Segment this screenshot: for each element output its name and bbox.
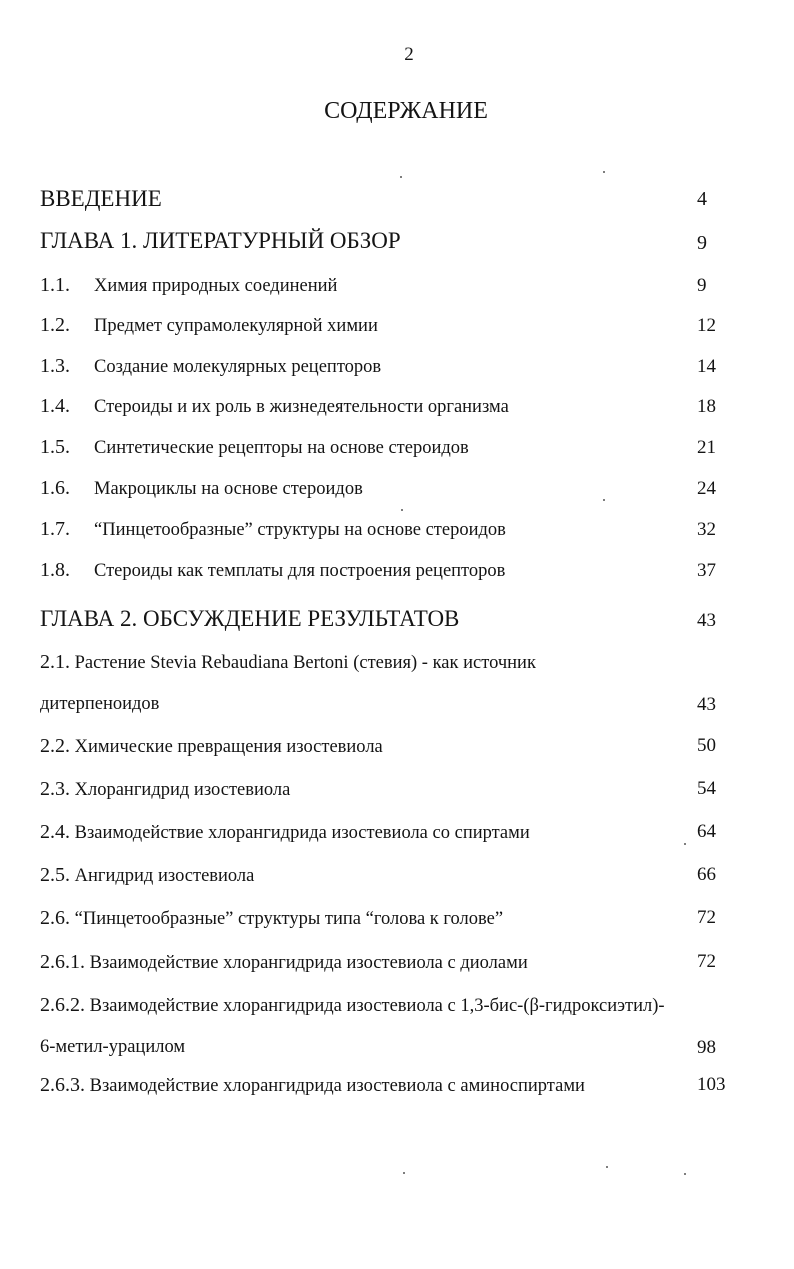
toc-entry-number: 2.1. — [40, 651, 70, 673]
toc-entry-text: 6-метил-урацилом — [40, 1037, 186, 1057]
scan-speck — [401, 509, 403, 511]
toc-entry-1-4[interactable] — [40, 395, 509, 418]
toc-entry-introduction[interactable] — [40, 186, 162, 212]
toc-entry-2-1-continued[interactable] — [40, 694, 159, 715]
toc-entry-2-5[interactable] — [40, 864, 254, 887]
toc-entry-number: 1.4. — [40, 395, 70, 417]
toc-entry-text: Химия природных соединений — [94, 276, 338, 296]
toc-entry-text: Взаимодействие хлорангидрида изостевиола с диолами — [89, 953, 528, 973]
toc-page-ref: 37 — [697, 560, 716, 581]
toc-entry-number: 2.5. — [40, 864, 70, 886]
toc-entry-2-6-2[interactable] — [40, 994, 665, 1017]
scan-speck — [606, 1166, 608, 1168]
toc-page-ref: 43 — [697, 610, 716, 631]
toc-entry-1-5[interactable] — [40, 436, 469, 459]
toc-entry-2-6-1[interactable] — [40, 951, 528, 974]
toc-entry-1-2[interactable] — [40, 314, 378, 337]
toc-entry-2-6-2-continued[interactable] — [40, 1037, 185, 1058]
toc-page-ref: 14 — [697, 356, 716, 377]
toc-page-ref: 32 — [697, 519, 716, 540]
toc-entry-text: ВВЕДЕНИЕ — [40, 186, 162, 211]
toc-page-ref: 43 — [697, 694, 716, 715]
toc-page-ref: 66 — [697, 864, 716, 885]
toc-page-ref: 64 — [697, 821, 716, 842]
toc-entry-number: 1.3. — [40, 355, 70, 377]
toc-entry-text: Стероиды как темплаты для построения рецепторов — [94, 561, 506, 581]
toc-entry-number: 1.2. — [40, 314, 70, 336]
toc-entry-1-1[interactable] — [40, 274, 337, 297]
page-number: 2 — [404, 44, 414, 65]
toc-page-ref: 54 — [697, 778, 716, 799]
toc-page-ref: 9 — [697, 275, 707, 296]
toc-page-ref: 12 — [697, 315, 716, 336]
toc-entry-text: Взаимодействие хлорангидрида изостевиола с аминоспиртами — [89, 1076, 585, 1096]
scan-speck — [603, 171, 605, 173]
toc-entry-number: 2.6.1. — [40, 951, 85, 973]
toc-entry-number: 2.6.2. — [40, 994, 85, 1016]
toc-entry-text: Взаимодействие хлорангидрида изостевиола с 1,3-бис-(β-гидроксиэтил)- — [89, 996, 665, 1016]
scan-speck — [400, 176, 402, 178]
toc-entry-2-3[interactable] — [40, 778, 290, 801]
toc-entry-text: Ангидрид изостевиола — [74, 866, 255, 886]
toc-entry-number: 2.3. — [40, 778, 70, 800]
toc-entry-number: 1.7. — [40, 518, 70, 540]
toc-page-ref: 103 — [697, 1074, 726, 1095]
toc-entry-chapter-1[interactable] — [40, 228, 401, 254]
toc-entry-2-2[interactable] — [40, 735, 383, 758]
scan-speck — [684, 1173, 686, 1175]
toc-entry-text: Взаимодействие хлорангидрида изостевиола со спиртами — [74, 823, 530, 843]
toc-entry-number: 2.6. — [40, 907, 70, 929]
toc-entry-text: Химические превращения изостевиола — [74, 737, 383, 757]
scan-speck — [403, 1172, 405, 1174]
toc-title: СОДЕРЖАНИЕ — [324, 98, 488, 124]
toc-entry-1-6[interactable] — [40, 477, 363, 500]
toc-entry-2-1[interactable] — [40, 651, 536, 674]
toc-entry-number: 1.1. — [40, 274, 70, 296]
toc-entry-1-8[interactable] — [40, 559, 505, 582]
toc-entry-text: Макроциклы на основе стероидов — [94, 479, 363, 499]
toc-entry-number: 2.4. — [40, 821, 70, 843]
toc-page-ref: 72 — [697, 951, 716, 972]
toc-entry-chapter-2[interactable] — [40, 606, 459, 632]
toc-entry-1-3[interactable] — [40, 355, 381, 378]
toc-entry-text: “Пинцетообразные” структуры на основе стероидов — [94, 520, 506, 540]
toc-entry-2-4[interactable] — [40, 821, 530, 844]
toc-entry-2-6[interactable] — [40, 907, 503, 930]
scan-speck — [603, 499, 605, 501]
toc-entry-1-7[interactable] — [40, 518, 506, 541]
toc-entry-text: ГЛАВА 2. ОБСУЖДЕНИЕ РЕЗУЛЬТАТОВ — [40, 606, 460, 631]
scan-speck — [684, 843, 686, 845]
toc-entry-text: Создание молекулярных рецепторов — [94, 357, 382, 377]
toc-entry-text: ГЛАВА 1. ЛИТЕРАТУРНЫЙ ОБЗОР — [40, 228, 401, 253]
toc-entry-number: 2.6.3. — [40, 1074, 85, 1096]
toc-entry-number: 1.6. — [40, 477, 70, 499]
toc-entry-text: Хлорангидрид изостевиола — [74, 780, 291, 800]
toc-page-ref: 50 — [697, 735, 716, 756]
toc-page-ref: 21 — [697, 437, 716, 458]
toc-entry-text: Растение Stevia Rebaudiana Bertoni (стевия) - как источник — [74, 653, 536, 673]
toc-entry-2-6-3[interactable] — [40, 1074, 585, 1097]
toc-entry-text: Предмет супрамолекулярной химии — [94, 316, 378, 336]
toc-page-ref: 24 — [697, 478, 716, 499]
toc-entry-number: 2.2. — [40, 735, 70, 757]
toc-entry-text: дитерпеноидов — [40, 694, 160, 714]
toc-page-ref: 9 — [697, 232, 707, 254]
toc-entry-text: “Пинцетообразные” структуры типа “голова к голове” — [74, 909, 504, 929]
toc-entry-text: Стероиды и их роль в жизнедеятельности организма — [94, 397, 509, 417]
toc-page-ref: 4 — [697, 188, 707, 210]
toc-entry-number: 1.5. — [40, 436, 70, 458]
toc-entry-number: 1.8. — [40, 559, 70, 581]
toc-page-ref: 18 — [697, 396, 716, 417]
toc-page-ref: 72 — [697, 907, 716, 928]
toc-page-ref: 98 — [697, 1037, 716, 1058]
toc-entry-text: Синтетические рецепторы на основе стероидов — [94, 438, 469, 458]
